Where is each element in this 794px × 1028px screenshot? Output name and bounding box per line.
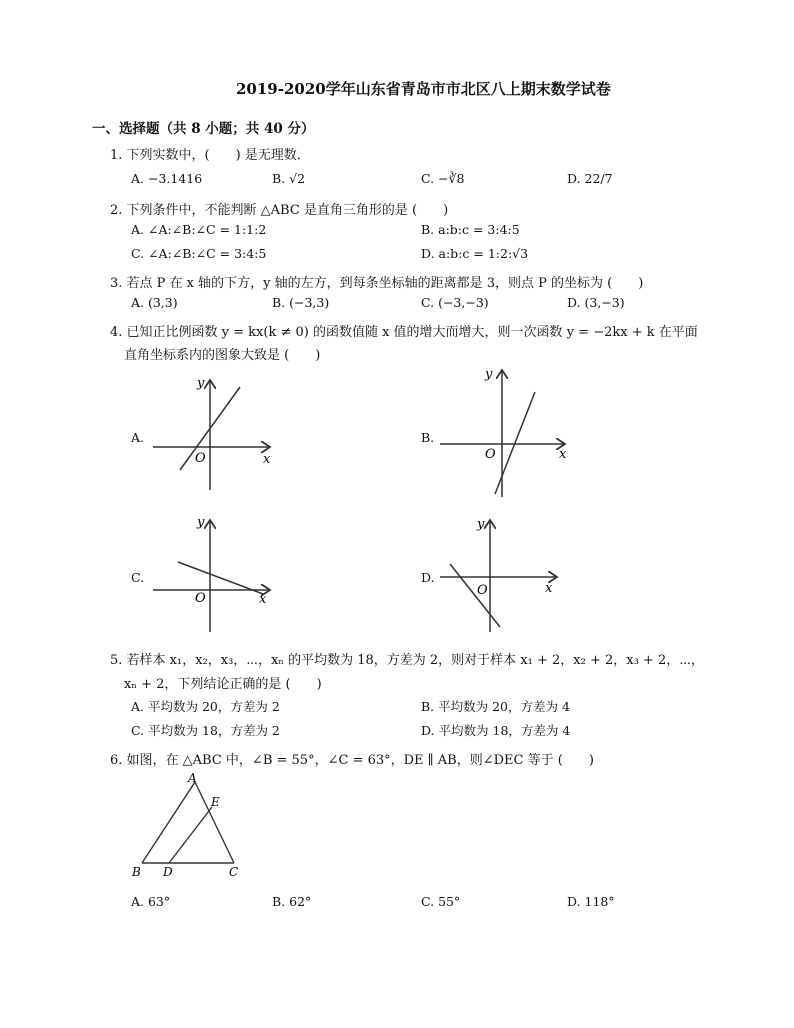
- y-label: y: [197, 376, 205, 391]
- q2-option-c: C. ∠A:∠B:∠C = 3:4:5: [131, 246, 267, 261]
- q4-option-a: A.: [131, 430, 145, 445]
- q5-option-c: C. 平均数为 18，方差为 2: [131, 723, 280, 738]
- graph-a: [145, 365, 285, 500]
- question-1-stem: 1. 下列实数中，( ) 是无理数．: [110, 148, 310, 163]
- q1-option-d: D. 22/7: [567, 171, 613, 186]
- q4-option-b: B.: [421, 430, 435, 445]
- vertex-a: A: [188, 771, 197, 785]
- question-2-stem: 2. 下列条件中，不能判断 △ABC 是直角三角形的是 ( ): [110, 203, 449, 218]
- question-3-stem: 3. 若点 P 在 x 轴的下方，y 轴的左方，到每条坐标轴的距离都是 3，则点 P 的坐标为 ( ): [110, 276, 644, 291]
- q1-option-c: C. −∛8: [421, 171, 465, 186]
- vertex-e: E: [211, 795, 220, 809]
- vertex-c: C: [229, 865, 239, 879]
- q6-option-b: B. 62°: [272, 894, 312, 909]
- question-6-stem: 6. 如图，在 △ABC 中，∠B = 55°，∠C = 63°，DE ∥ AB，则∠DEC 等于 ( ): [110, 753, 594, 768]
- question-4-stem-cont: 直角坐标系内的图象大致是 ( ): [124, 348, 321, 363]
- question-5-stem: 5. 若样本 x₁，x₂，x₃，⋯，xₙ 的平均数为 18，方差为 2，则对于样本 x₁ + 2，x₂ + 2，x₃ + 2，⋯，: [110, 653, 704, 668]
- vertex-b: B: [132, 865, 141, 879]
- question-5-stem-cont: xₙ + 2，下列结论正确的是 ( ): [124, 677, 322, 692]
- y-label: y: [197, 515, 205, 530]
- origin-label: O: [477, 583, 488, 598]
- q1-option-a: A. −3.1416: [131, 171, 203, 186]
- q5-option-d: D. 平均数为 18，方差为 4: [421, 723, 571, 738]
- q6-option-d: D. 118°: [567, 894, 615, 909]
- x-label: x: [259, 592, 267, 607]
- vertex-d: D: [163, 865, 173, 879]
- segment-de: [169, 807, 212, 863]
- section-heading: 一、选择题（共 8 小题；共 40 分）: [92, 121, 315, 137]
- origin-label: O: [195, 591, 206, 606]
- x-label: x: [559, 447, 567, 462]
- q5-option-b: B. 平均数为 20，方差为 4: [421, 699, 570, 714]
- q2-option-d: D. a:b:c = 1:2:√3: [421, 246, 529, 261]
- side-ab: [142, 782, 195, 863]
- x-label: x: [545, 581, 553, 596]
- origin-label: O: [195, 451, 206, 466]
- x-label: x: [263, 452, 271, 467]
- page-title: 2019-2020学年山东省青岛市市北区八上期末数学试卷: [236, 80, 611, 98]
- q3-option-d: D. (3,−3): [567, 295, 625, 310]
- graph-line: [450, 564, 500, 627]
- q6-option-c: C. 55°: [421, 894, 461, 909]
- q1-option-b: B. √2: [272, 171, 306, 186]
- graph-c: [145, 512, 285, 637]
- graph-d: [435, 512, 575, 637]
- q4-option-c: C.: [131, 570, 145, 585]
- graph-b: [435, 362, 575, 502]
- y-label: y: [477, 517, 485, 532]
- origin-label: O: [485, 447, 496, 462]
- q4-option-d: D.: [421, 570, 435, 585]
- q5-option-a: A. 平均数为 20，方差为 2: [131, 699, 280, 714]
- y-label: y: [485, 367, 493, 382]
- graph-line: [178, 562, 263, 594]
- q3-option-a: A. (3,3): [131, 295, 178, 310]
- q3-option-c: C. (−3,−3): [421, 295, 489, 310]
- triangle-figure: [128, 770, 248, 882]
- q6-option-a: A. 63°: [131, 894, 171, 909]
- graph-line: [495, 392, 535, 494]
- q2-option-a: A. ∠A:∠B:∠C = 1:1:2: [131, 222, 267, 237]
- q3-option-b: B. (−3,3): [272, 295, 330, 310]
- q2-option-b: B. a:b:c = 3:4:5: [421, 222, 520, 237]
- question-4-stem: 4. 已知正比例函数 y = kx(k ≠ 0) 的函数值随 x 值的增大而增大，则一次函数 y = −2kx + k 在平面: [110, 325, 698, 340]
